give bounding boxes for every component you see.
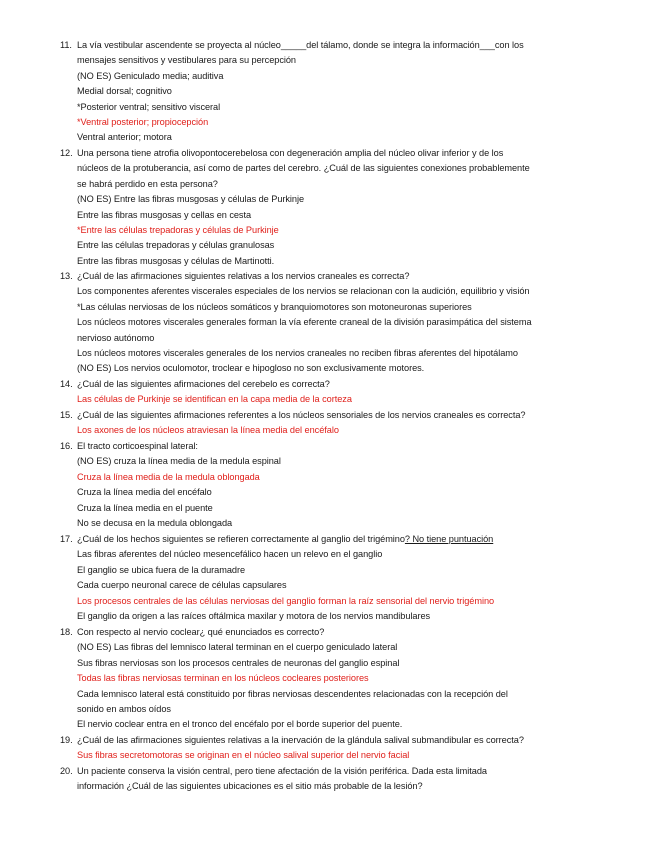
correct-answer-option: *Entre las células trepadoras y células de Purkinje — [77, 224, 279, 235]
answer-option: Medial dorsal; cognitivo — [77, 86, 172, 97]
question-19 — [60, 733, 620, 764]
question-stem-line: núcleos de la protuberancia, así como de partes del cerebro. ¿Cuál de las siguientes conexiones probablemente — [77, 163, 530, 174]
answer-option: (NO ES) cruza la línea media de la medula espinal — [77, 456, 281, 467]
answer-option: *Posterior ventral; sensitivo visceral — [77, 101, 221, 112]
question-17 — [60, 532, 620, 624]
answer-option: Las fibras aferentes del núcleo mesencefálico hacen un relevo en el ganglio — [77, 549, 383, 560]
answer-option: El ganglio da origen a las raíces oftálmica maxilar y motora de los nervios mandibulares — [77, 610, 431, 621]
answer-option: Los núcleos motores viscerales generales de los nervios craneales no reciben fibras aferentes del hipotálamo — [77, 347, 518, 358]
question-number: 15. — [60, 410, 73, 420]
question-number: 14. — [60, 379, 73, 389]
question-stem-line: ¿Cuál de las afirmaciones siguientes relativas a la inervación de la glándula salival submandibular es correcta? — [77, 735, 524, 745]
answer-option: sonido en ambos oídos — [77, 703, 171, 714]
question-stem-line: Con respecto al nervio coclear¿ qué enunciados es correcto? — [77, 627, 325, 637]
question-number: 18. — [60, 627, 73, 637]
answer-option: Entre las células trepadoras y células granulosas — [77, 240, 275, 251]
question-stem-line: mensajes sensitivos y vestibulares para su percepción — [77, 55, 296, 66]
question-number: 17. — [60, 534, 73, 544]
correct-answer-option: *Ventral posterior; propiocepción — [77, 116, 209, 127]
question-16 — [60, 439, 620, 531]
scoring-note: ? No tiene puntuación — [404, 534, 494, 544]
correct-answer-option: Los procesos centrales de las células nerviosas del ganglio forman la raíz sensorial del nervio trigémino — [77, 595, 495, 606]
answer-option: Ventral anterior; motora — [77, 132, 172, 143]
answer-option: (NO ES) Las fibras del lemnisco lateral terminan en el cuerpo geniculado lateral — [77, 642, 398, 653]
question-15 — [60, 408, 620, 439]
question-number: 20. — [60, 766, 73, 776]
answer-option: (NO ES) Entre las fibras musgosas y células de Purkinje — [77, 194, 305, 205]
question-stem-line: El tracto corticoespinal lateral: — [77, 441, 198, 451]
answer-option: El ganglio se ubica fuera de la duramadre — [77, 564, 246, 575]
answer-option: El nervio coclear entra en el tronco del encéfalo por el borde superior del puente. — [77, 719, 403, 730]
answer-option: Entre las fibras musgosas y células de Martinotti. — [77, 255, 275, 266]
answer-option: Cruza la línea media del encéfalo — [77, 487, 212, 498]
question-stem-line: ¿Cuál de las afirmaciones siguientes relativas a los nervios craneales es correcta? — [77, 271, 410, 281]
answer-option: Los núcleos motores viscerales generales forman la vía eferente craneal de la división parasimpática del sistema — [77, 317, 532, 328]
correct-answer-option: Cruza la línea media de la medula oblongada — [77, 471, 260, 482]
answer-option: nervioso autónomo — [77, 332, 155, 343]
question-stem-line — [77, 532, 620, 547]
question-stem-line: información ¿Cuál de las siguientes ubicaciones es el sitio más probable de la lesión? — [77, 781, 423, 792]
question-14 — [60, 377, 620, 408]
answer-option: (NO ES) Los nervios oculomotor, troclear e hipogloso no son exclusivamente motores. — [77, 363, 425, 374]
question-20 — [60, 764, 620, 795]
question-number: 16. — [60, 441, 73, 451]
question-13 — [60, 269, 620, 377]
answer-option: (NO ES) Geniculado media; auditiva — [77, 70, 224, 81]
answer-option: Sus fibras nerviosas son los procesos centrales de neuronas del ganglio espinal — [77, 657, 400, 668]
answer-option: Los componentes aferentes viscerales especiales de los nervios se relacionan con la audición, equilibrio y visión — [77, 286, 530, 297]
question-stem-line: se habrá perdido en esta persona? — [77, 178, 218, 189]
correct-answer-option: Las células de Purkinje se identifican en la capa media de la corteza — [77, 394, 352, 405]
answer-option: Cruza la línea media en el puente — [77, 502, 213, 513]
question-number: 11. — [60, 40, 72, 50]
answer-option: Cada cuerpo neuronal carece de células capsulares — [77, 580, 287, 591]
question-12 — [60, 146, 620, 269]
answer-option: No se decusa en la medula oblongada — [77, 517, 233, 528]
correct-answer-option: Sus fibras secretomotoras se originan en el núcleo salival superior del nervio facial — [77, 750, 410, 761]
question-stem-line: ¿Cuál de las siguientes afirmaciones del cerebelo es correcta? — [77, 379, 330, 389]
question-18 — [60, 625, 620, 733]
question-stem-text: ¿Cuál de los hechos siguientes se refieren correctamente al ganglio del trigémino — [77, 534, 405, 544]
question-number: 13. — [60, 271, 73, 281]
correct-answer-option: Los axones de los núcleos atraviesan la línea media del encéfalo — [77, 425, 339, 436]
answer-option: Cada lemnisco lateral está constituido por fibras nerviosas descendentes relacionadas con la recepción del — [77, 688, 508, 699]
question-stem-line: Un paciente conserva la visión central, pero tiene afectación de la visión periférica. Dada esta limitada — [77, 766, 487, 776]
question-stem-line: Una persona tiene atrofia olivopontocerebelosa con degeneración amplia del núcleo olivar inferior y de los — [77, 148, 504, 158]
question-11 — [60, 38, 620, 146]
question-number: 12. — [60, 148, 73, 158]
question-stem-line: ¿Cuál de las siguientes afirmaciones referentes a los núcleos sensoriales de los nervios craneales es correcta? — [77, 410, 526, 420]
question-stem-line: La vía vestibular ascendente se proyecta al núcleo_____del tálamo, donde se integra la información___con los — [77, 40, 524, 50]
question-number: 19. — [60, 735, 73, 745]
correct-answer-option: Todas las fibras nerviosas terminan en los núcleos cocleares posteriores — [77, 673, 369, 684]
answer-option: *Las células nerviosas de los núcleos somáticos y branquiomotores son motoneuronas superiores — [77, 301, 472, 312]
answer-option: Entre las fibras musgosas y cellas en cesta — [77, 209, 252, 220]
